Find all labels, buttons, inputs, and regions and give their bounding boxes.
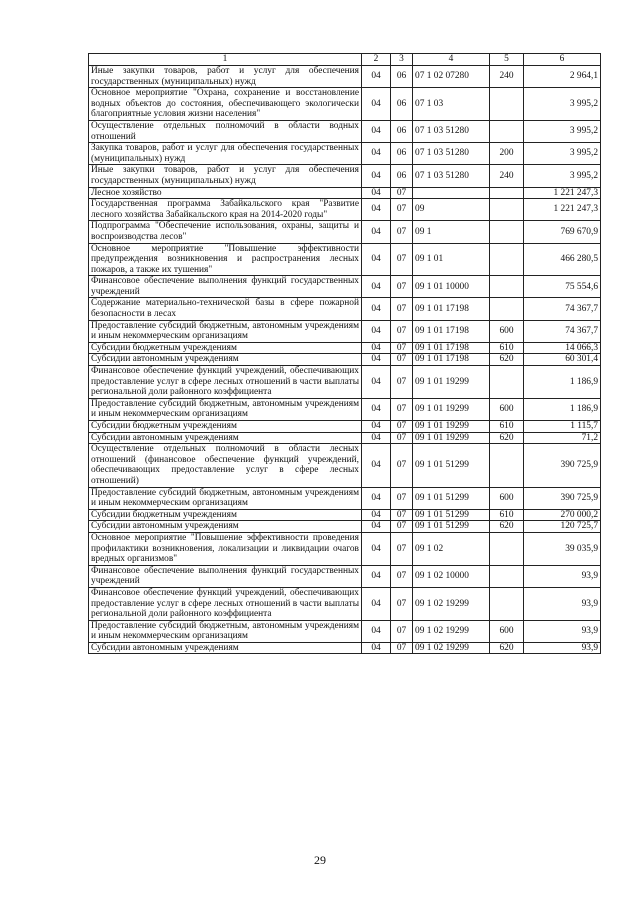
table-row (89, 398, 601, 420)
row-name-cell: Субсидии автономным учреждениям (89, 432, 362, 444)
expense-type-cell: 620 (490, 354, 524, 366)
section-code-cell: 04 (362, 620, 391, 642)
row-name-cell: Субсидии бюджетным учреждениям (89, 509, 362, 521)
subsection-code-cell: 06 (391, 120, 413, 142)
table-row (89, 620, 601, 642)
target-article-cell (413, 187, 490, 199)
table-row (89, 565, 601, 587)
amount-cell: 3 995,2 (524, 120, 601, 142)
section-code-cell: 04 (362, 143, 391, 165)
section-code-cell: 04 (362, 243, 391, 276)
row-name-cell: Субсидии автономным учреждениям (89, 354, 362, 366)
subsection-code-cell: 07 (391, 354, 413, 366)
amount-cell: 39 035,9 (524, 532, 601, 565)
expense-type-cell: 240 (490, 66, 524, 88)
subsection-code-cell: 07 (391, 342, 413, 354)
subsection-code-cell: 07 (391, 521, 413, 533)
subsection-code-cell: 06 (391, 143, 413, 165)
target-article-cell: 09 1 01 19299 (413, 421, 490, 433)
table-row (89, 532, 601, 565)
target-article-cell: 07 1 02 07280 (413, 66, 490, 88)
section-code-cell: 04 (362, 320, 391, 342)
table-row (89, 342, 601, 354)
expense-type-cell (490, 532, 524, 565)
section-code-cell: 04 (362, 432, 391, 444)
expense-type-cell: 600 (490, 398, 524, 420)
row-name-cell: Осуществление отдельных полномочий в области лесных отношений (финансовое обеспечение функций учреждений, обеспечивающих предоставление услуг в сфере лесных отношений) (89, 444, 362, 487)
table-row (89, 587, 601, 620)
table-row (89, 487, 601, 509)
table-row (89, 509, 601, 521)
section-code-cell: 04 (362, 521, 391, 533)
row-name-cell: Субсидии бюджетным учреждениям (89, 342, 362, 354)
expense-type-cell (490, 298, 524, 320)
section-code-cell: 04 (362, 88, 391, 121)
subsection-code-cell: 07 (391, 509, 413, 521)
table-row (89, 421, 601, 433)
section-code-cell: 04 (362, 398, 391, 420)
amount-cell: 75 554,6 (524, 276, 601, 298)
row-name-cell: Субсидии автономным учреждениям (89, 642, 362, 654)
amount-cell: 93,9 (524, 587, 601, 620)
expense-type-cell (490, 187, 524, 199)
amount-cell: 1 186,9 (524, 366, 601, 399)
expense-type-cell: 610 (490, 509, 524, 521)
header-col-1: 1 (89, 54, 362, 66)
table-row (89, 199, 601, 221)
subsection-code-cell: 07 (391, 320, 413, 342)
amount-cell: 60 301,4 (524, 354, 601, 366)
header-col-5: 5 (490, 54, 524, 66)
row-name-cell: Субсидии бюджетным учреждениям (89, 421, 362, 433)
expense-type-cell (490, 276, 524, 298)
amount-cell: 3 995,2 (524, 143, 601, 165)
section-code-cell: 04 (362, 421, 391, 433)
target-article-cell: 09 1 01 19299 (413, 366, 490, 399)
expense-type-cell (490, 366, 524, 399)
section-code-cell: 04 (362, 298, 391, 320)
target-article-cell: 09 1 (413, 221, 490, 243)
section-code-cell: 04 (362, 165, 391, 187)
subsection-code-cell: 07 (391, 565, 413, 587)
section-code-cell: 04 (362, 66, 391, 88)
header-col-3: 3 (391, 54, 413, 66)
expense-type-cell: 240 (490, 165, 524, 187)
section-code-cell: 04 (362, 120, 391, 142)
header-col-6: 6 (524, 54, 601, 66)
amount-cell: 93,9 (524, 565, 601, 587)
page-number: 29 (314, 853, 326, 867)
table-row (89, 88, 601, 121)
target-article-cell: 07 1 03 (413, 88, 490, 121)
target-article-cell: 09 1 01 51299 (413, 521, 490, 533)
section-code-cell: 04 (362, 187, 391, 199)
subsection-code-cell: 07 (391, 532, 413, 565)
subsection-code-cell: 07 (391, 421, 413, 433)
table-row (89, 521, 601, 533)
subsection-code-cell: 07 (391, 243, 413, 276)
section-code-cell: 04 (362, 509, 391, 521)
target-article-cell: 09 1 01 10000 (413, 276, 490, 298)
target-article-cell: 07 1 03 51280 (413, 165, 490, 187)
section-code-cell: 04 (362, 565, 391, 587)
section-code-cell: 04 (362, 221, 391, 243)
subsection-code-cell: 07 (391, 487, 413, 509)
expense-type-cell (490, 444, 524, 487)
expense-type-cell (490, 587, 524, 620)
row-name-cell: Основное мероприятие "Охрана, сохранение и восстановление водных объектов до состояния, обеспечивающего экологически благоприятные условия жизни населения" (89, 88, 362, 121)
target-article-cell: 07 1 03 51280 (413, 143, 490, 165)
amount-cell: 74 367,7 (524, 320, 601, 342)
target-article-cell: 09 1 01 17198 (413, 320, 490, 342)
expense-type-cell (490, 120, 524, 142)
expense-type-cell: 620 (490, 521, 524, 533)
amount-cell: 71,2 (524, 432, 601, 444)
row-name-cell: Финансовое обеспечение функций учреждений, обеспечивающих предоставление услуг в сфере лесных отношений в части выплаты региональной доли районного коэффициента (89, 587, 362, 620)
subsection-code-cell: 07 (391, 398, 413, 420)
row-name-cell: Предоставление субсидий бюджетным, автономным учреждениям и иным некоммерческим организациям (89, 398, 362, 420)
subsection-code-cell: 07 (391, 432, 413, 444)
row-name-cell: Финансовое обеспечение выполнения функций государственных учреждений (89, 276, 362, 298)
row-name-cell: Основное мероприятие "Повышение эффективности проведения профилактики возникновения, локализации и ликвидации очагов вредных организмов" (89, 532, 362, 565)
row-name-cell: Финансовое обеспечение выполнения функций государственных учреждений (89, 565, 362, 587)
amount-cell: 390 725,9 (524, 487, 601, 509)
subsection-code-cell: 07 (391, 221, 413, 243)
row-name-cell: Содержание материально-технической базы в сфере пожарной безопасности в лесах (89, 298, 362, 320)
amount-cell: 14 066,3 (524, 342, 601, 354)
row-name-cell: Предоставление субсидий бюджетным, автономным учреждениям и иным некоммерческим организациям (89, 487, 362, 509)
amount-cell: 120 725,7 (524, 521, 601, 533)
table-row (89, 298, 601, 320)
subsection-code-cell: 07 (391, 587, 413, 620)
table-row (89, 432, 601, 444)
target-article-cell: 09 1 02 10000 (413, 565, 490, 587)
amount-cell: 466 280,5 (524, 243, 601, 276)
header-col-2: 2 (362, 54, 391, 66)
row-name-cell: Лесное хозяйство (89, 187, 362, 199)
target-article-cell: 07 1 03 51280 (413, 120, 490, 142)
expense-type-cell (490, 221, 524, 243)
expense-type-cell: 600 (490, 487, 524, 509)
target-article-cell: 09 (413, 199, 490, 221)
table-row (89, 444, 601, 487)
target-article-cell: 09 1 01 51299 (413, 444, 490, 487)
header-col-4: 4 (413, 54, 490, 66)
target-article-cell: 09 1 01 17198 (413, 354, 490, 366)
table-row (89, 276, 601, 298)
table-row (89, 366, 601, 399)
section-code-cell: 04 (362, 487, 391, 509)
section-code-cell: 04 (362, 587, 391, 620)
table-row (89, 221, 601, 243)
table-body (89, 66, 601, 654)
header-row (89, 54, 601, 66)
subsection-code-cell: 07 (391, 620, 413, 642)
target-article-cell: 09 1 02 (413, 532, 490, 565)
table-row (89, 320, 601, 342)
section-code-cell: 04 (362, 444, 391, 487)
budget-table (88, 53, 601, 654)
target-article-cell: 09 1 01 51299 (413, 487, 490, 509)
target-article-cell: 09 1 02 19299 (413, 587, 490, 620)
amount-cell: 74 367,7 (524, 298, 601, 320)
row-name-cell: Субсидии автономным учреждениям (89, 521, 362, 533)
subsection-code-cell: 07 (391, 298, 413, 320)
subsection-code-cell: 07 (391, 444, 413, 487)
section-code-cell: 04 (362, 342, 391, 354)
expense-type-cell: 200 (490, 143, 524, 165)
section-code-cell: 04 (362, 354, 391, 366)
target-article-cell: 09 1 01 17198 (413, 342, 490, 354)
expense-type-cell (490, 565, 524, 587)
expense-type-cell: 610 (490, 421, 524, 433)
row-name-cell: Подпрограмма "Обеспечение использования, охраны, защиты и воспроизводства лесов" (89, 221, 362, 243)
subsection-code-cell: 06 (391, 66, 413, 88)
table-row (89, 165, 601, 187)
subsection-code-cell: 07 (391, 276, 413, 298)
row-name-cell: Иные закупки товаров, работ и услуг для обеспечения государственных (муниципальных) нужд (89, 165, 362, 187)
amount-cell: 93,9 (524, 620, 601, 642)
section-code-cell: 04 (362, 366, 391, 399)
table-row (89, 143, 601, 165)
expense-type-cell (490, 199, 524, 221)
target-article-cell: 09 1 01 51299 (413, 509, 490, 521)
target-article-cell: 09 1 01 17198 (413, 298, 490, 320)
expense-type-cell: 620 (490, 432, 524, 444)
table-row (89, 243, 601, 276)
expense-type-cell: 620 (490, 642, 524, 654)
target-article-cell: 09 1 01 19299 (413, 398, 490, 420)
row-name-cell: Иные закупки товаров, работ и услуг для обеспечения государственных (муниципальных) нужд (89, 66, 362, 88)
expense-type-cell (490, 88, 524, 121)
row-name-cell: Финансовое обеспечение функций учреждений, обеспечивающих предоставление услуг в сфере лесных отношений в части выплаты региональной доли районного коэффициента (89, 366, 362, 399)
table-row (89, 120, 601, 142)
section-code-cell: 04 (362, 642, 391, 654)
row-name-cell: Закупка товаров, работ и услуг для обеспечения государственных (муниципальных) нужд (89, 143, 362, 165)
row-name-cell: Государственная программа Забайкальского края "Развитие лесного хозяйства Забайкальского края на 2014-2020 годы" (89, 199, 362, 221)
target-article-cell: 09 1 01 (413, 243, 490, 276)
row-name-cell: Осуществление отдельных полномочий в области водных отношений (89, 120, 362, 142)
amount-cell: 3 995,2 (524, 88, 601, 121)
amount-cell: 1 221 247,3 (524, 199, 601, 221)
expense-type-cell: 600 (490, 620, 524, 642)
amount-cell: 270 000,2 (524, 509, 601, 521)
subsection-code-cell: 07 (391, 199, 413, 221)
subsection-code-cell: 07 (391, 366, 413, 399)
amount-cell: 1 186,9 (524, 398, 601, 420)
table-row (89, 642, 601, 654)
amount-cell: 1 221 247,3 (524, 187, 601, 199)
target-article-cell: 09 1 02 19299 (413, 642, 490, 654)
amount-cell: 390 725,9 (524, 444, 601, 487)
target-article-cell: 09 1 02 19299 (413, 620, 490, 642)
section-code-cell: 04 (362, 532, 391, 565)
row-name-cell: Предоставление субсидий бюджетным, автономным учреждениям и иным некоммерческим организациям (89, 620, 362, 642)
amount-cell: 769 670,9 (524, 221, 601, 243)
amount-cell: 93,9 (524, 642, 601, 654)
amount-cell: 1 115,7 (524, 421, 601, 433)
table-row (89, 354, 601, 366)
subsection-code-cell: 07 (391, 642, 413, 654)
table-row (89, 66, 601, 88)
expense-type-cell (490, 243, 524, 276)
subsection-code-cell: 06 (391, 88, 413, 121)
table-row (89, 187, 601, 199)
section-code-cell: 04 (362, 199, 391, 221)
subsection-code-cell: 07 (391, 187, 413, 199)
section-code-cell: 04 (362, 276, 391, 298)
target-article-cell: 09 1 01 19299 (413, 432, 490, 444)
expense-type-cell: 600 (490, 320, 524, 342)
subsection-code-cell: 06 (391, 165, 413, 187)
amount-cell: 2 964,1 (524, 66, 601, 88)
row-name-cell: Предоставление субсидий бюджетным, автономным учреждениям и иным некоммерческим организациям (89, 320, 362, 342)
row-name-cell: Основное мероприятие "Повышение эффективности предупреждения возникновения и распространения лесных пожаров, а также их тушения" (89, 243, 362, 276)
amount-cell: 3 995,2 (524, 165, 601, 187)
expense-type-cell: 610 (490, 342, 524, 354)
